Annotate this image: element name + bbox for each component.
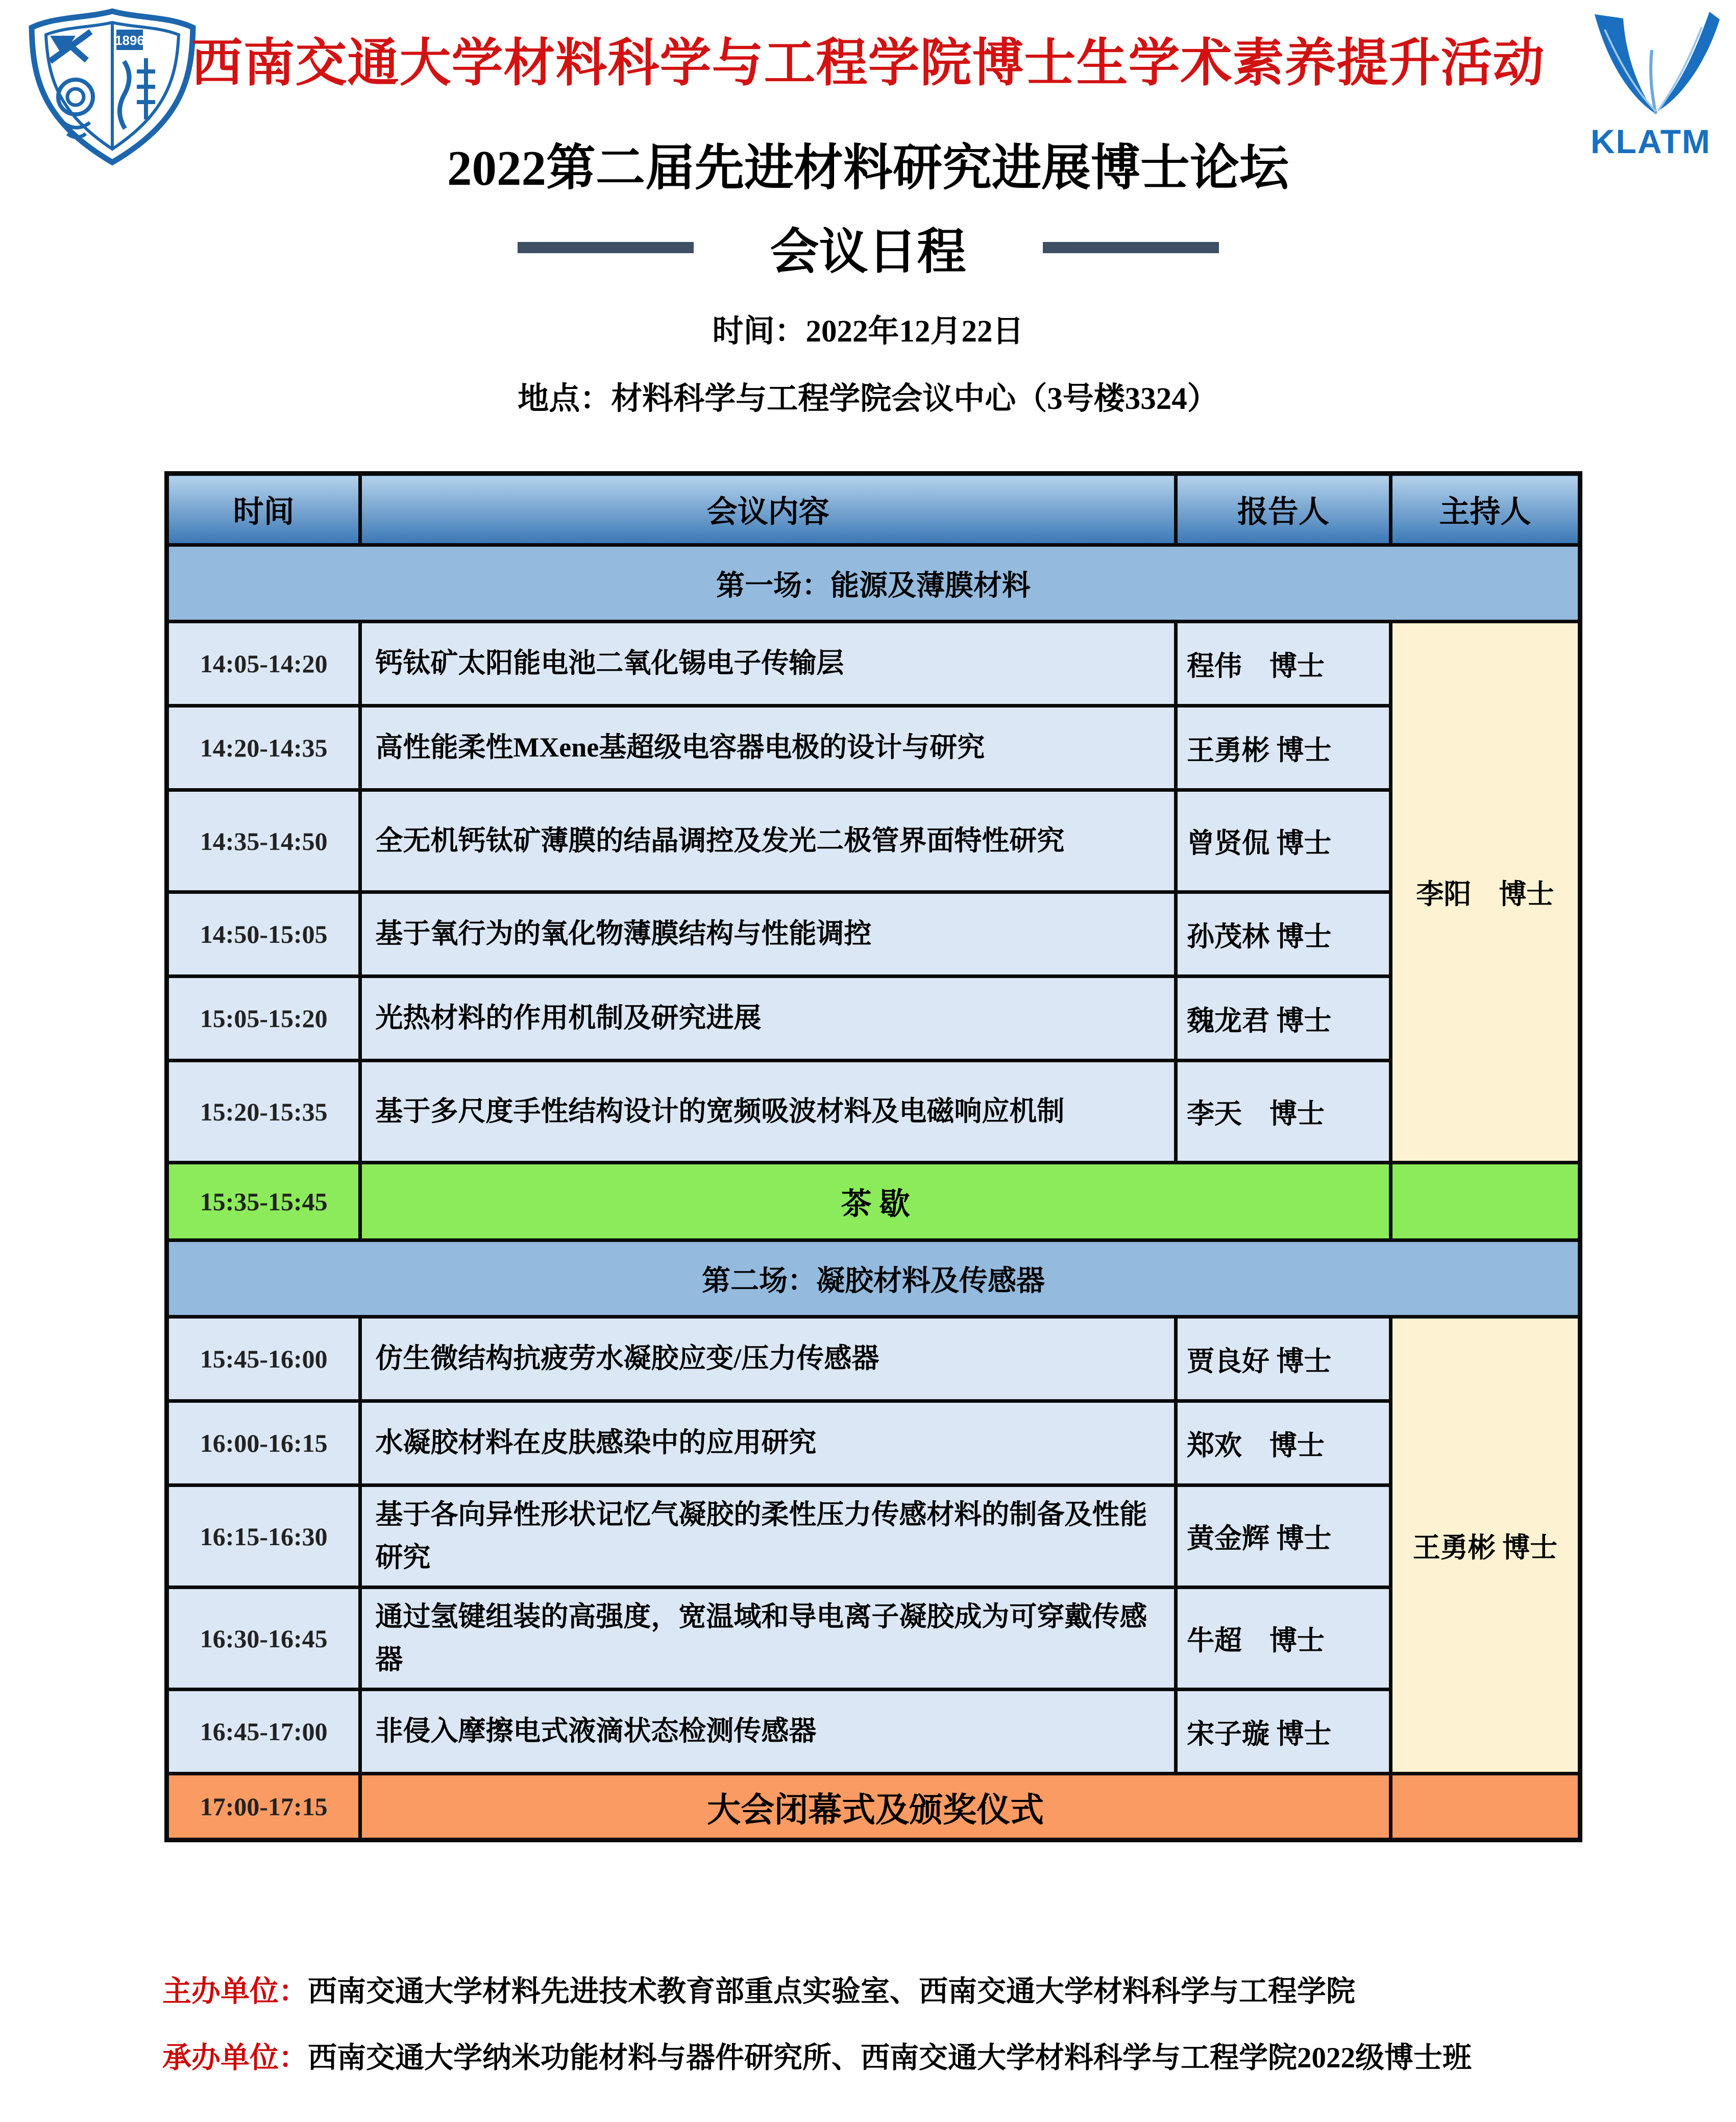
closing-time: 17:00-17:15 [167, 1774, 360, 1840]
talk-row [167, 1061, 1580, 1163]
organizer-label: 主办单位： [162, 1975, 308, 2008]
talk-row [167, 1588, 1580, 1690]
talk-speaker: 程伟 博士 [1176, 622, 1391, 706]
column-header-host: 主持人 [1390, 474, 1580, 545]
session-2-header-row [167, 1240, 1580, 1317]
talk-row [167, 1317, 1580, 1401]
tea-break-label: 茶 歇 [360, 1163, 1391, 1240]
banner-text: 西南交通大学材料科学与工程学院博士生学术素养提升活动 [191, 35, 1545, 92]
talk-topic: 钙钛矿太阳能电池二氧化锡电子传输层 [360, 622, 1176, 706]
talk-row [167, 892, 1580, 977]
talk-row [167, 977, 1580, 1061]
tea-break-row [167, 1163, 1580, 1240]
klatm-logo-text: KLATM [1590, 123, 1711, 160]
page-title: 2022第二届先进材料研究进展博士论坛 [447, 141, 1289, 196]
talk-speaker: 郑欢 博士 [1176, 1401, 1391, 1485]
talk-row [167, 1401, 1580, 1485]
talk-speaker: 王勇彬 博士 [1176, 706, 1391, 790]
column-header-speaker: 报告人 [1176, 474, 1391, 545]
emblem-year: 1896 [115, 33, 144, 48]
schedule-table [164, 471, 1582, 1842]
talk-time: 16:30-16:45 [167, 1588, 360, 1690]
undertaker-label: 承办单位： [162, 2042, 308, 2074]
schedule-heading: 会议日程 [770, 224, 966, 279]
footer-organizer-line [162, 1968, 1472, 2010]
tea-break-time: 15:35-15:45 [167, 1163, 360, 1240]
heading-dash-left [518, 242, 694, 253]
tea-break-host-cell [1390, 1163, 1580, 1240]
session-1-header-row [167, 545, 1580, 622]
session-1-host: 李阳 博士 [1390, 622, 1580, 1163]
talk-speaker: 牛超 博士 [1176, 1588, 1391, 1690]
talk-topic: 光热材料的作用机制及研究进展 [360, 977, 1176, 1061]
talk-topic: 全无机钙钛矿薄膜的结晶调控及发光二极管界面特性研究 [360, 790, 1176, 892]
talk-time: 14:35-14:50 [167, 790, 360, 892]
talk-speaker: 曾贤侃 博士 [1176, 790, 1391, 892]
session-1-label: 第一场：能源及薄膜材料 [167, 545, 1580, 622]
table-header-row [167, 474, 1580, 545]
talk-time: 14:05-14:20 [167, 622, 360, 706]
undertaker-text: 西南交通大学纳米功能材料与器件研究所、西南交通大学材料科学与工程学院2022级博士班 [308, 2042, 1472, 2074]
column-header-content: 会议内容 [360, 474, 1176, 545]
talk-topic: 水凝胶材料在皮肤感染中的应用研究 [360, 1401, 1176, 1485]
closing-ceremony-row [167, 1774, 1580, 1840]
footer [162, 1968, 1472, 2076]
column-header-time: 时间 [167, 474, 360, 545]
talk-topic: 仿生微结构抗疲劳水凝胶应变/压力传感器 [360, 1317, 1176, 1401]
talk-row [167, 1690, 1580, 1774]
talk-time: 15:45-16:00 [167, 1317, 360, 1401]
closing-host-cell [1390, 1774, 1580, 1840]
talk-speaker: 孙茂林 博士 [1176, 892, 1391, 977]
talk-time: 16:15-16:30 [167, 1485, 360, 1588]
talk-topic: 基于氧行为的氧化物薄膜结构与性能调控 [360, 892, 1176, 977]
talk-time: 15:20-15:35 [167, 1061, 360, 1163]
talk-speaker: 魏龙君 博士 [1176, 977, 1391, 1061]
talk-row [167, 790, 1580, 892]
talk-topic: 通过氢键组装的高强度，宽温域和导电离子凝胶成为可穿戴传感器 [360, 1588, 1176, 1690]
heading-dash-right [1043, 242, 1219, 253]
organizer-text: 西南交通大学材料先进技术教育部重点实验室、西南交通大学材料科学与工程学院 [308, 1975, 1355, 2008]
footer-undertaker-line [162, 2034, 1472, 2076]
talk-time: 14:20-14:35 [167, 706, 360, 790]
talk-time: 16:00-16:15 [167, 1401, 360, 1485]
session-2-host: 王勇彬 博士 [1390, 1317, 1580, 1774]
talk-time: 16:45-17:00 [167, 1690, 360, 1774]
talk-speaker: 李天 博士 [1176, 1061, 1391, 1163]
talk-topic: 高性能柔性MXene基超级电容器电极的设计与研究 [360, 706, 1176, 790]
talk-time: 14:50-15:05 [167, 892, 360, 977]
talk-time: 15:05-15:20 [167, 977, 360, 1061]
location-line: 地点：材料科学与工程学院会议中心（3号楼3324） [518, 382, 1218, 416]
talk-row [167, 1485, 1580, 1588]
schedule-heading-row [0, 214, 1736, 281]
klatm-swoosh-icon [1574, 9, 1727, 127]
talk-topic: 基于多尺度手性结构设计的宽频吸波材料及电磁响应机制 [360, 1061, 1176, 1163]
talk-speaker: 贾良好 博士 [1176, 1317, 1391, 1401]
time-line: 时间：2022年12月22日 [712, 314, 1024, 349]
session-2-label: 第二场：凝胶材料及传感器 [167, 1240, 1580, 1317]
talk-topic: 非侵入摩擦电式液滴状态检测传感器 [360, 1690, 1176, 1774]
talk-speaker: 黄金辉 博士 [1176, 1485, 1391, 1588]
talk-topic: 基于各向异性形状记忆气凝胶的柔性压力传感材料的制备及性能研究 [360, 1485, 1176, 1588]
talk-speaker: 宋子璇 博士 [1176, 1690, 1391, 1774]
closing-label: 大会闭幕式及颁奖仪式 [360, 1774, 1391, 1840]
talk-row [167, 706, 1580, 790]
talk-row [167, 622, 1580, 706]
